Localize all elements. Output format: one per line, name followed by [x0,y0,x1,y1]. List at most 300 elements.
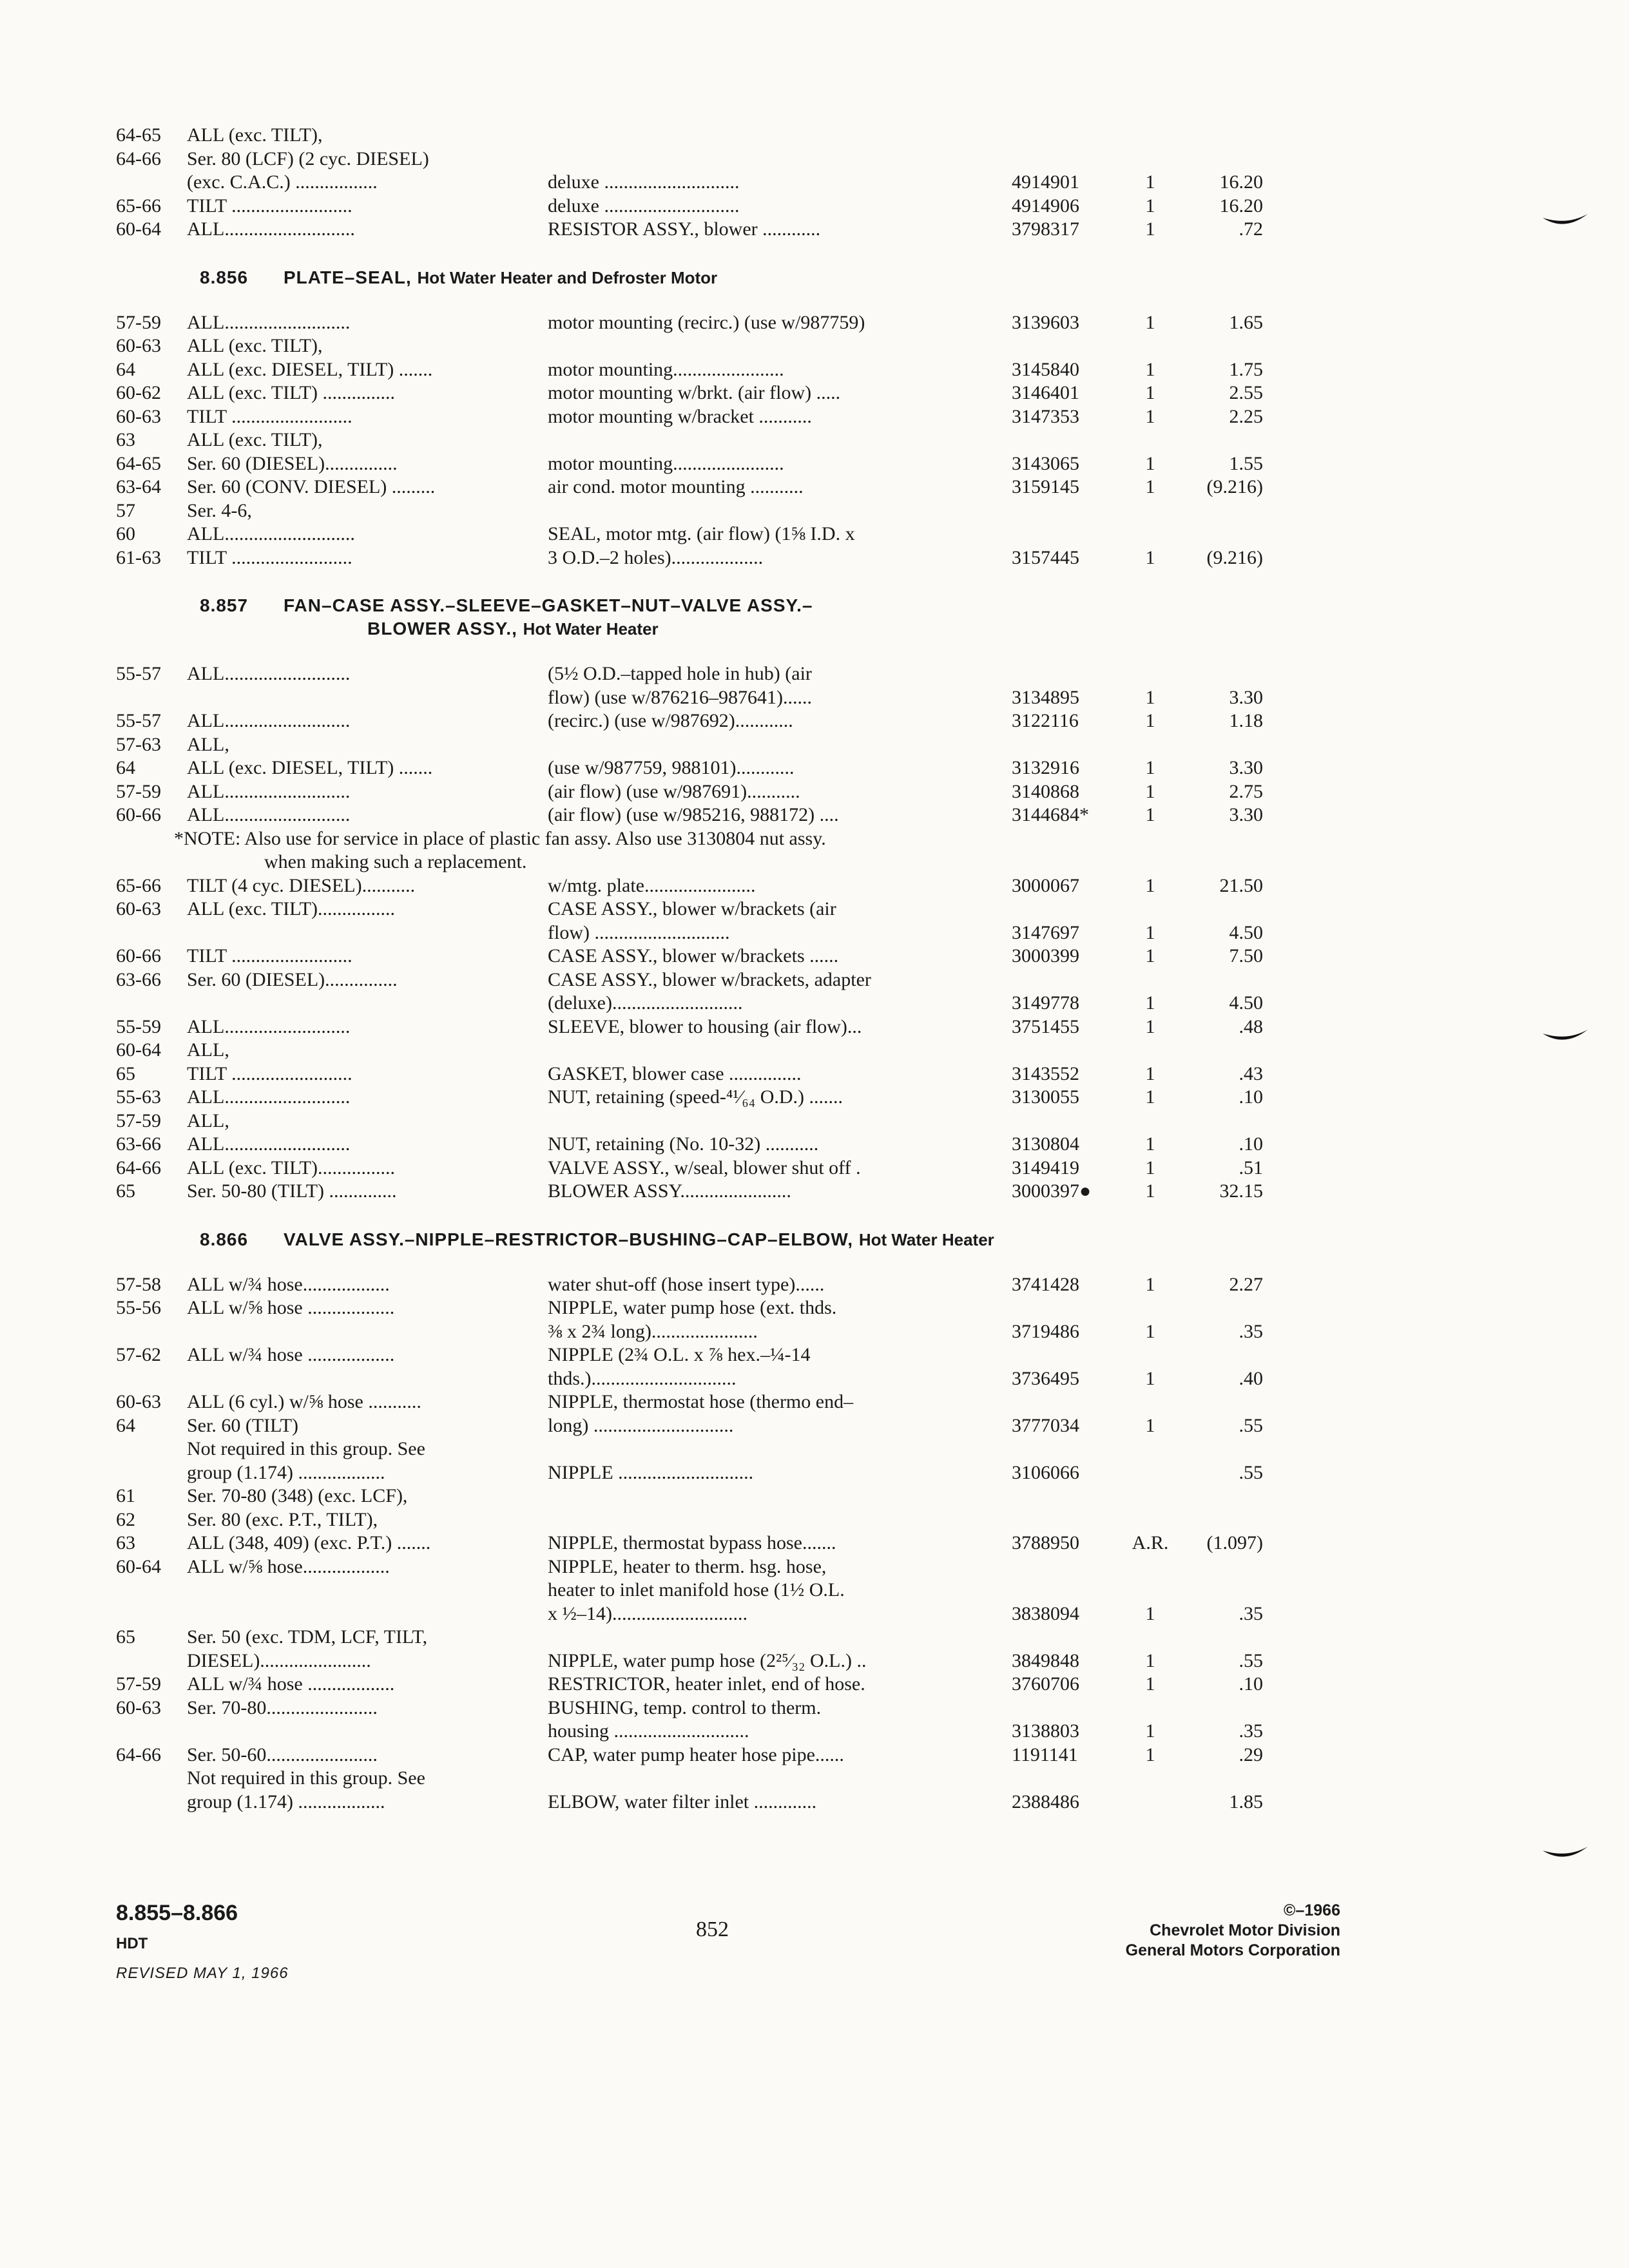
model-year: 60-66 [116,945,161,966]
model-year: 60-63 [116,335,161,356]
description: SLEEVE, blower to housing (air flow)... [548,1015,862,1037]
quantity: 1 [1145,1414,1155,1436]
application: ALL.......................... [187,780,351,802]
copyright: ©–1966 [1284,1901,1340,1919]
part-number: 3149778 [1012,992,1079,1014]
table-row [116,148,1263,171]
table-row [116,1649,1263,1673]
description: long) ............................. [548,1414,734,1436]
model-year: 64-65 [116,124,161,146]
part-number [1012,523,1124,546]
application [187,921,548,945]
quantity [1124,334,1176,358]
application: ALL........................... [187,218,355,240]
model-year [116,992,187,1015]
model-year: 60-63 [116,405,161,427]
model-year: 57-59 [116,311,161,333]
model-year: 57 [116,499,135,521]
description: ELBOW, water filter inlet ............. [548,1791,817,1812]
application: ALL........................... [187,523,355,544]
table-row [116,709,1263,733]
application: Ser. 50 (exc. TDM, LCF, TILT, [187,1626,428,1648]
description: w/mtg. plate....................... [548,874,756,896]
application: (exc. C.A.C.) ................. [187,171,378,193]
quantity: 1 [1145,945,1155,966]
application: ALL.......................... [187,311,351,333]
model-year: 57-58 [116,1273,161,1295]
part-number: 3159145 [1012,476,1079,497]
price [1176,1296,1263,1320]
description: BLOWER ASSY....................... [548,1180,791,1202]
table-row [116,898,1263,921]
application: ALL (6 cyl.) w/⅝ hose ........... [187,1391,421,1412]
price [1176,1626,1263,1649]
price [1176,898,1263,921]
quantity [1124,733,1176,757]
part-number [1012,1343,1124,1367]
application: ALL (exc. TILT)................ [187,898,395,919]
description: motor mounting w/brkt. (air flow) ..... [548,382,841,403]
table-row [116,428,1263,452]
price [1176,428,1263,452]
quantity: 1 [1145,1367,1155,1389]
description: GASKET, blower case ............... [548,1062,802,1084]
section-heading-8-866 [116,1228,1263,1251]
group-valve-nipple [116,1273,1263,1814]
part-number: 3000067 [1012,874,1079,896]
part-number: 3139603 [1012,311,1079,333]
model-year: 60-64 [116,218,161,240]
part-number [1012,898,1124,921]
model-year: 65 [116,1180,135,1202]
section-title: FAN–CASE ASSY.–SLEEVE–GASKET–NUT–VALVE ASSY.– [284,595,813,615]
application: Ser. 60 (DIESEL)............... [187,452,398,474]
table-row [116,756,1263,780]
quantity: A.R. [1132,1532,1169,1553]
price: 1.65 [1229,311,1263,333]
price: (9.216) [1206,546,1263,568]
part-number [1012,968,1124,992]
description: water shut-off (hose insert type)...... [548,1273,825,1295]
application: TILT ......................... [187,405,352,427]
price [1176,1485,1263,1508]
table-row [116,1767,1263,1791]
price: .51 [1239,1157,1263,1178]
table-row [116,1015,1263,1039]
model-year: 57-59 [116,1673,161,1695]
corporation: General Motors Corporation [1125,1941,1340,1959]
price: .35 [1239,1320,1263,1342]
application: ALL w/¾ hose .................. [187,1344,395,1365]
table-row [116,992,1263,1015]
price: 3.30 [1229,757,1263,778]
description: flow) ............................ [548,921,730,943]
quantity: 1 [1145,780,1155,802]
table-row [116,311,1263,335]
application: group (1.174) .................. [187,1791,385,1812]
description: (use w/987759, 988101)............ [548,757,795,778]
part-number: 3000397● [1012,1180,1092,1202]
description [548,428,1012,452]
application: ALL (exc. TILT)................ [187,1157,395,1178]
description: motor mounting....................... [548,452,784,474]
description: air cond. motor mounting ........... [548,476,804,497]
price [1176,968,1263,992]
section-heading-8-857 [116,594,1263,640]
description: CAP, water pump heater hose pipe...... [548,1744,844,1765]
quantity [1124,1461,1176,1485]
description [548,148,1012,171]
part-number: 3138803 [1012,1720,1079,1742]
model-year [116,1320,187,1344]
part-number: 3134895 [1012,686,1079,708]
model-year: 64 [116,757,135,778]
description [548,499,1012,523]
price: .43 [1239,1062,1263,1084]
model-year: 55-57 [116,663,161,684]
description: NUT, retaining (speed-⁴¹⁄₆₄ O.D.) ....... [548,1086,843,1108]
quantity: 1 [1145,382,1155,403]
table-row [116,546,1263,570]
quantity: 1 [1145,1602,1155,1624]
table-row [116,1720,1263,1744]
table-row [116,1626,1263,1649]
table-row [116,499,1263,523]
model-year: 63-64 [116,476,161,497]
quantity: 1 [1145,1273,1155,1295]
price [1176,662,1263,686]
table-row [116,1157,1263,1180]
group-resistor [116,124,1263,242]
part-number [1012,1767,1124,1791]
quantity: 1 [1145,1133,1155,1155]
application: ALL w/⅝ hose .................. [187,1297,395,1318]
model-year: 57-63 [116,733,161,755]
application: TILT ......................... [187,1062,352,1084]
quantity: 1 [1145,546,1155,568]
table-row [116,1110,1263,1133]
model-year: 63 [116,429,135,450]
part-number: 3760706 [1012,1673,1079,1695]
description: NIPPLE, water pump hose (ext. thds. [548,1297,837,1318]
table-row [116,195,1263,218]
quantity: 1 [1145,921,1155,943]
price: 16.20 [1219,171,1263,193]
revision-date: REVISED MAY 1, 1966 [116,1965,289,1982]
application: ALL.......................... [187,804,351,825]
table-row [116,1791,1263,1814]
description: (5½ O.D.–tapped hole in hub) (air [548,663,812,684]
quantity [1124,1390,1176,1414]
description: motor mounting (recirc.) (use w/987759) [548,311,865,333]
description: (recirc.) (use w/987692)............ [548,710,793,731]
model-year [116,1767,187,1791]
part-number: 3106066 [1012,1461,1079,1483]
price: .55 [1239,1649,1263,1671]
application [187,1720,548,1744]
model-year [116,171,187,195]
table-row [116,780,1263,804]
part-number [1012,1696,1124,1720]
description: motor mounting....................... [548,358,784,380]
application: ALL.......................... [187,663,351,684]
price: .10 [1239,1133,1263,1155]
part-number [1012,662,1124,686]
part-number: 4914901 [1012,171,1079,193]
application [187,992,548,1015]
table-row [116,1744,1263,1767]
part-number [1012,733,1124,757]
application: Ser. 80 (exc. P.T., TILT), [187,1508,378,1530]
quantity: 1 [1145,1180,1155,1202]
description [548,1626,1012,1649]
part-number [1012,1296,1124,1320]
quantity: 1 [1145,195,1155,216]
price: .35 [1239,1602,1263,1624]
quantity [1124,1508,1176,1532]
application: group (1.174) .................. [187,1461,385,1483]
price: .10 [1239,1673,1263,1695]
table-row [116,523,1263,546]
section-number: 8.856 [200,267,249,287]
part-number: 3000399 [1012,945,1079,966]
application: ALL, [187,1110,229,1131]
description: (air flow) (use w/985216, 988172) .... [548,804,839,825]
description [548,334,1012,358]
quantity: 1 [1145,804,1155,825]
model-year [116,1579,187,1602]
application: Not required in this group. See [187,1767,425,1789]
table-row [116,1696,1263,1720]
table-row [116,1039,1263,1062]
quantity [1124,1696,1176,1720]
application: Ser. 70-80....................... [187,1696,378,1718]
quantity: 1 [1145,1062,1155,1084]
price: 32.15 [1219,1180,1263,1202]
price: 1.55 [1229,452,1263,474]
quantity: 1 [1145,1720,1155,1742]
quantity [1124,428,1176,452]
quantity: 1 [1145,1673,1155,1695]
description: NIPPLE, water pump hose (2²⁵⁄₃₂ O.L.) .. [548,1649,867,1671]
part-number: 3144684* [1012,804,1089,825]
price: .35 [1239,1720,1263,1742]
part-number: 3130804 [1012,1133,1079,1155]
price: 21.50 [1219,874,1263,896]
model-year: 55-56 [116,1297,161,1318]
model-year: 57-62 [116,1344,161,1365]
quantity [1124,968,1176,992]
price [1176,1437,1263,1461]
quantity: 1 [1145,710,1155,731]
model-year: 62 [116,1508,135,1530]
model-year: 60-62 [116,382,161,403]
quantity [1124,499,1176,523]
quantity [1124,1767,1176,1791]
section-title-line2: BLOWER ASSY., [367,619,517,639]
description: (air flow) (use w/987691)........... [548,780,800,802]
quantity: 1 [1145,1744,1155,1765]
part-number [1012,1390,1124,1414]
quantity [1124,1791,1176,1814]
part-number [1012,499,1124,523]
description [548,1110,1012,1133]
application: ALL.......................... [187,710,351,731]
quantity: 1 [1145,218,1155,240]
price [1176,1696,1263,1720]
part-number: 1191141 [1012,1744,1078,1765]
price: 7.50 [1229,945,1263,966]
section-number: 8.857 [200,595,249,615]
group-fan [116,662,1263,827]
section-subtitle: Hot Water Heater [858,1229,994,1249]
description: ⅜ x 2¾ long)...................... [548,1320,758,1342]
part-number [1012,1039,1124,1062]
application: ALL, [187,733,229,755]
model-year: 60-63 [116,1696,161,1718]
model-year: 60-63 [116,898,161,919]
quantity: 1 [1145,405,1155,427]
price: 1.85 [1229,1791,1263,1812]
table-row [116,662,1263,686]
quantity [1124,1555,1176,1579]
quantity: 1 [1145,1320,1155,1342]
table-row [116,1579,1263,1602]
description [548,1767,1012,1791]
quantity [1124,1110,1176,1133]
application: ALL.......................... [187,1086,351,1108]
table-row [116,381,1263,405]
part-number: 3130055 [1012,1086,1079,1108]
table-row [116,945,1263,968]
description: housing ............................ [548,1720,749,1742]
application [187,1579,548,1602]
application: ALL (exc. DIESEL, TILT) ....... [187,358,433,380]
application: ALL, [187,1039,229,1061]
model-year: 61-63 [116,546,161,568]
part-number: 3736495 [1012,1367,1079,1389]
quantity [1124,662,1176,686]
model-year: 60-66 [116,804,161,825]
part-number: 2388486 [1012,1791,1079,1812]
application: Ser. 50-80 (TILT) .............. [187,1180,397,1202]
table-row [116,1086,1263,1110]
part-number: 3132916 [1012,757,1079,778]
part-number: 3147697 [1012,921,1079,943]
quantity: 1 [1145,1157,1155,1178]
table-row [116,1133,1263,1157]
binder-hole-mark [1541,1845,1589,1861]
price [1176,1579,1263,1602]
application: DIESEL)....................... [187,1649,371,1671]
price: .40 [1239,1367,1263,1389]
quantity: 1 [1145,1015,1155,1037]
price [1176,1110,1263,1133]
table-row [116,171,1263,195]
model-year: 65 [116,1062,135,1084]
description: thds.).............................. [548,1367,737,1389]
model-year: 60-64 [116,1555,161,1577]
application [187,1367,548,1391]
description: deluxe ............................ [548,195,740,216]
quantity [1124,523,1176,546]
table-row [116,1437,1263,1461]
table-row [116,686,1263,710]
quantity [1124,1626,1176,1649]
description: (deluxe)........................... [548,992,743,1014]
quantity: 1 [1145,476,1155,497]
price [1176,334,1263,358]
part-number: 3741428 [1012,1273,1079,1295]
price: 2.27 [1229,1273,1263,1295]
price: .55 [1239,1461,1263,1483]
price: 3.30 [1229,804,1263,825]
section-title: PLATE–SEAL, [284,267,412,287]
application [187,1320,548,1344]
quantity: 1 [1145,1649,1155,1671]
part-number: 3122116 [1012,710,1079,731]
quantity [1124,1579,1176,1602]
part-number [1012,428,1124,452]
model-year: 65-66 [116,195,161,216]
page-number: 852 [696,1917,729,1941]
model-year: 61 [116,1485,135,1506]
part-number: 3777034 [1012,1414,1079,1436]
model-year: 60-63 [116,1391,161,1412]
part-number: 3143065 [1012,452,1079,474]
table-row [116,1555,1263,1579]
quantity: 1 [1145,311,1155,333]
model-year: 64-65 [116,452,161,474]
price: (1.097) [1206,1532,1263,1553]
application: ALL.......................... [187,1015,351,1037]
table-row [116,405,1263,429]
model-year [116,1461,187,1485]
quantity [1124,148,1176,171]
part-number [1012,1437,1124,1461]
model-year [116,1437,187,1461]
note-line-2: when making such a replacement. [264,851,527,872]
quantity: 1 [1145,874,1155,896]
model-year: 63-66 [116,1133,161,1155]
model-year: 55-59 [116,1015,161,1037]
quantity [1124,1485,1176,1508]
application: ALL (exc. TILT), [187,124,323,146]
part-number: 3798317 [1012,218,1079,240]
table-row [116,218,1263,242]
quantity [1124,1343,1176,1367]
model-year [116,1720,187,1744]
section-heading-8-856 [116,266,1263,289]
price [1176,523,1263,546]
application: Ser. 60 (DIESEL)............... [187,968,398,990]
price [1176,1508,1263,1532]
quantity: 1 [1145,452,1155,474]
group-case-assy [116,874,1263,1204]
description: x ½–14)............................ [548,1602,747,1624]
application: ALL (exc. DIESEL, TILT) ....... [187,757,433,778]
part-number [1012,334,1124,358]
application: TILT ......................... [187,195,352,216]
application: TILT ......................... [187,945,352,966]
section-subtitle: Hot Water Heater and Defroster Motor [417,267,718,287]
model-year: 55-63 [116,1086,161,1108]
price: 2.55 [1229,382,1263,403]
footer-left [116,1901,289,1983]
page-footer [116,1901,1340,2030]
description: CASE ASSY., blower w/brackets, adapter [548,968,871,990]
table-row [116,874,1263,898]
